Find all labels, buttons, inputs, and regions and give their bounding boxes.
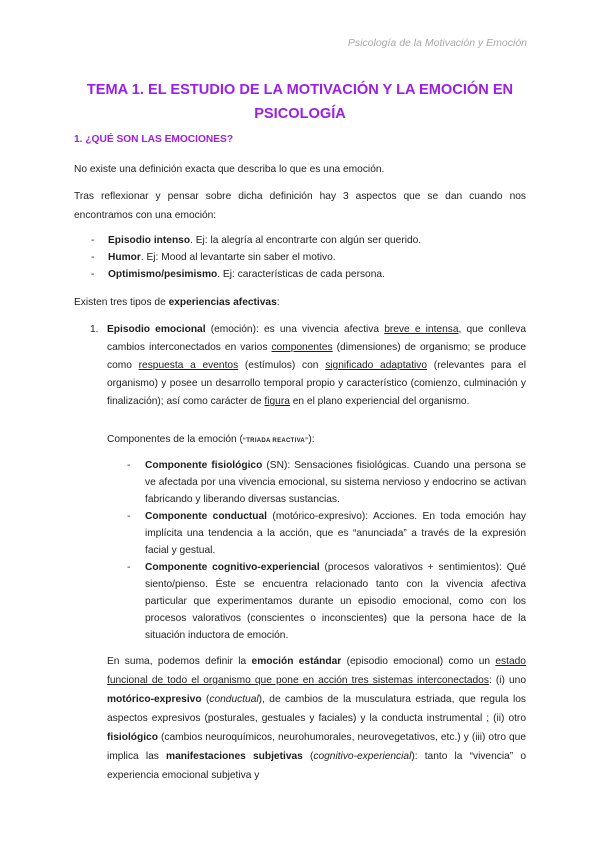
dash-marker: - [91,252,95,263]
aspect-text: . Ej: características de cada persona. [217,269,385,280]
italic-text: cognitivo-experiencial [313,751,412,762]
text-run: en el plano experiencial del organismo. [289,396,470,407]
text-run: ): tanto la “vivencia” o experiencia emocional subjetiva y [107,751,526,781]
text-run: : (i) uno [488,675,526,686]
aspects-list [74,232,526,283]
component-text: (procesos valorativos + sentimientos): Qué siento/pienso. Éste se encuentra relacionado tanto con la vivencia afectiva particular que experimentamos durante un episodio emocional, como con los procesos valorativos (conscientes o inconscientes) que la persona hace de la situación inductora de emoción. [145,562,526,641]
experiences-term: experiencias afectivas [168,297,277,308]
title-line-1: TEMA 1. EL ESTUDIO DE LA MOTIVACIÓN Y LA EMOCIÓN EN [86,82,514,98]
text-run: ): [308,434,315,445]
bold-text: fisiológico [107,732,158,743]
text-run: Existen tres tipos de [74,297,169,308]
dash-marker: - [127,562,131,573]
component-term: Componente fisiológico [145,460,263,471]
components-intro [107,430,526,451]
list-item [74,266,526,283]
bold-text: manifestaciones subjetivas [166,751,303,762]
summary-paragraph [107,652,526,785]
italic-text: conductual [209,694,259,705]
text-run: (estímulos) con [238,360,326,371]
aspect-text: . Ej: Mood al levantarte sin saber el motivo. [140,252,336,263]
page-title [60,78,540,126]
item-number: 1. [90,324,99,335]
underlined-text: componentes [271,342,333,353]
underlined-text: significado adaptativo [325,360,428,371]
text-run: ), de cambios de la musculatura estriada, que regula los aspectos expresivos (posturales, gestuales y faciales) y la conducta instrumental ; (ii) otro [107,694,526,724]
numbered-item-1 [74,321,526,411]
list-item [107,457,526,508]
intro-paragraph-1: No existe una definición exacta que describa lo que es una emoción. [74,164,385,175]
item-body [107,321,526,411]
underlined-text: breve e intensa [384,324,459,335]
dash-marker: - [91,269,95,280]
list-item [107,508,526,559]
running-header: Psicología de la Motivación y Emoción [347,37,527,49]
component-text: (SN): Sensaciones fisiológicas. Cuando una persona se ve afectada por una vivencia emocional, su sistema nervioso y endocrino se activan fabricando y liberando diversas sustancias. [145,460,526,505]
text-run: En suma, podemos definir la [107,656,252,667]
aspect-term: Episodio intenso [108,235,191,246]
text-run: (dimensiones) de organismo; se produce como [107,342,527,371]
text-run: (episodio emocional) como un [341,656,496,667]
list-item [74,232,526,249]
components-list [107,457,526,644]
aspect-text: . Ej: la alegría al encontrarte con algún ser querido. [190,235,422,246]
text-run: ( [302,751,314,762]
list-item [107,559,526,644]
experiences-intro [74,293,526,312]
underlined-text: estado funcional de todo el organismo que pone en acción tres sistemas interconectados [107,656,526,686]
item-term: Episodio emocional [107,324,206,335]
component-text: (motórico-expresivo): Acciones. En toda emoción hay implícita una tendencia a la acción, que es “anunciada” a través de la expresión facial y gestual. [145,511,527,556]
text-run: (relevantes para el organismo) y posee un desarrollo temporal propio y característico (comienzo, culminación y finalización); así como carácter de [107,360,526,407]
dash-marker: - [91,235,95,246]
section-heading: 1. ¿QUÉ SON LAS EMOCIONES? [74,134,234,145]
underlined-text: respuesta a eventos [138,360,239,371]
aspect-term: Optimismo/pesimismo [108,269,218,280]
component-term: Componente conductual [145,511,268,522]
text-run: (emoción): es una vivencia afectiva [205,324,385,335]
text-run: Componentes de la emoción ( [107,434,243,445]
aspect-term: Humor [108,252,141,263]
text-run: : [276,297,280,308]
dash-marker: - [127,511,131,522]
component-term: Componente cognitivo-experiencial [145,562,320,573]
text-run: , que conlleva cambios interconectados en varios [107,324,526,353]
title-line-2: PSICOLOGÍA [254,106,346,122]
intro-paragraph-2: Tras reflexionar y pensar sobre dicha definición hay 3 aspectos que se dan cuando nos encontramos con una emoción: [74,191,526,221]
text-run: ( [201,694,210,705]
bold-text: motórico-expresivo [107,694,202,705]
triada-tag: “TRIADA REACTIVA” [242,438,309,444]
underlined-text: figura [264,396,290,407]
list-item [74,249,526,266]
bold-text: emoción estándar [251,656,342,667]
dash-marker: - [127,460,131,471]
text-run: (cambios neuroquímicos, neurohumorales, neurovegetativos, etc.) y (iii) otro que implica las [107,732,526,762]
